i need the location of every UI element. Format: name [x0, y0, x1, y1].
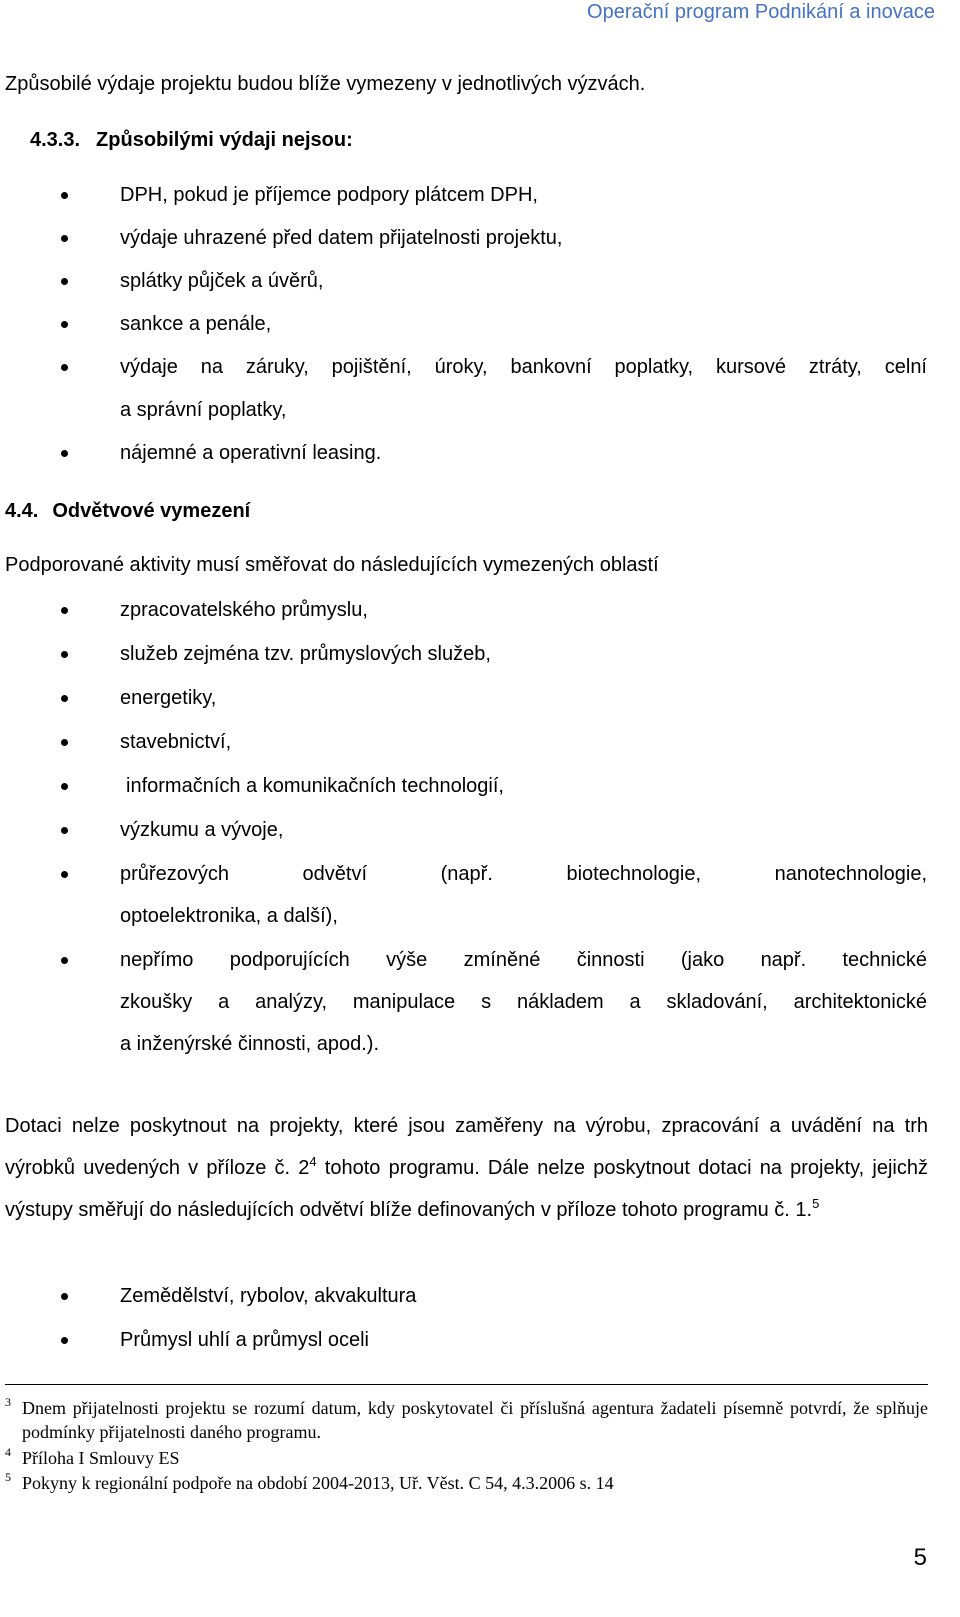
exclusion-paragraph: Dotaci nelze poskytnout na projekty, které jsou zaměřeny na výrobu, zpracování a uvádění na trh výrobků uvedených v příloze č. $2^4$ tohoto programu. Dále nelze poskytnout dotaci na projekty, jejichž výstupy směřují do následujících odvětví blíže definovaných v příloze tohoto programu č. 1.$^5$	[5, 1115, 928, 1221]
list-item: průřezových odvětví (např. biotechnologie, nanotechnologie,	[0, 862, 935, 904]
bullet-icon	[61, 278, 68, 285]
footnote-text: Pokyny k regionální podpoře na období 2004-2013, Uř. Věst. C 54, 4.3.2006 s. 14	[22, 1473, 614, 1493]
bullet-icon	[61, 192, 68, 199]
list-item: výzkumu a vývoje,	[0, 818, 935, 862]
footnote	[5, 1471, 928, 1495]
bullet-icon	[61, 364, 68, 371]
footnote-ref: 5	[812, 1196, 820, 1211]
footnote-ref: 4	[309, 1154, 317, 1169]
section-heading-4-3-3	[30, 128, 353, 152]
bullet-icon	[61, 739, 68, 746]
footnote	[5, 1446, 928, 1470]
footnote-mark: 3	[5, 1395, 11, 1409]
list-item: nájemné a operativní leasing.	[0, 441, 935, 484]
list-item: splátky půjček a úvěrů,	[0, 269, 935, 312]
list-item: Průmysl uhlí a průmysl oceli	[0, 1328, 935, 1372]
section-intro: Podporované aktivity musí směřovat do následujících vymezených oblastí	[5, 554, 659, 576]
section-heading-4-4	[5, 499, 250, 523]
running-header: Operační program Podnikání a inovace	[587, 1, 935, 23]
page-number: 5	[913, 1544, 927, 1571]
bullet-icon	[61, 321, 68, 328]
bullet-icon	[61, 695, 68, 702]
list-item: DPH, pokud je příjemce podpory plátcem DPH,	[0, 183, 935, 226]
list-item: stavebnictví,	[0, 730, 935, 774]
bullet-icon	[61, 235, 68, 242]
list-item: informačních a komunikačních technologií,	[0, 774, 935, 818]
bullet-icon	[61, 871, 68, 878]
footnote-text: Příloha I Smlouvy ES	[22, 1448, 180, 1468]
footnote	[5, 1396, 928, 1444]
bullet-icon	[61, 1293, 68, 1300]
bullet-icon	[61, 607, 68, 614]
intro-text: Způsobilé výdaje projektu budou blíže vymezeny v jednotlivých výzvách.	[5, 73, 646, 95]
section-number: 4.4.	[5, 500, 39, 522]
list-item-continuation: a správní poplatky,	[120, 399, 287, 421]
list-item: nepřímo podporujících výše zmíněné činnosti (jako např. technické	[0, 948, 935, 990]
list-item-continuation: zkoušky a analýzy, manipulace s nákladem a skladování, architektonické	[120, 991, 927, 1013]
list-item-continuation: a inženýrské činnosti, apod.).	[120, 1033, 380, 1055]
footnote-mark: 5	[5, 1470, 11, 1484]
list-item: výdaje uhrazené před datem přijatelnosti projektu,	[0, 226, 935, 269]
list-item: Zemědělství, rybolov, akvakultura	[0, 1284, 935, 1328]
bullet-icon	[61, 957, 68, 964]
footnote-text: Dnem přijatelnosti projektu se rozumí datum, kdy poskytovatel či příslušná agentura žadateli písemně potvrdí, že splňuje podmínky přijatelnosti daného programu.	[22, 1398, 928, 1442]
excluded-sectors-list	[0, 1284, 935, 1372]
list-item: sankce a penále,	[0, 312, 935, 355]
bullet-icon	[61, 827, 68, 834]
list-item-continuation: optoelektronika, a další),	[120, 905, 338, 927]
section-number: 4.3.3.	[30, 129, 81, 151]
list-item: zpracovatelského průmyslu,	[0, 598, 935, 642]
bullet-icon	[61, 651, 68, 658]
sector-list	[0, 598, 935, 1074]
list-item: služeb zejména tzv. průmyslových služeb,	[0, 642, 935, 686]
list-item: výdaje na záruky, pojištění, úroky, bankovní poplatky, kursové ztráty, celní	[0, 355, 935, 398]
ineligible-costs-list	[0, 183, 935, 484]
bullet-icon	[61, 1337, 68, 1344]
bullet-icon	[61, 783, 68, 790]
list-item: energetiky,	[0, 686, 935, 730]
footnote-separator	[5, 1384, 928, 1385]
bullet-icon	[61, 450, 68, 457]
footnote-mark: 4	[5, 1445, 11, 1459]
section-title: Způsobilými výdaji nejsou:	[96, 129, 353, 151]
section-title: Odvětvové vymezení	[52, 500, 251, 522]
